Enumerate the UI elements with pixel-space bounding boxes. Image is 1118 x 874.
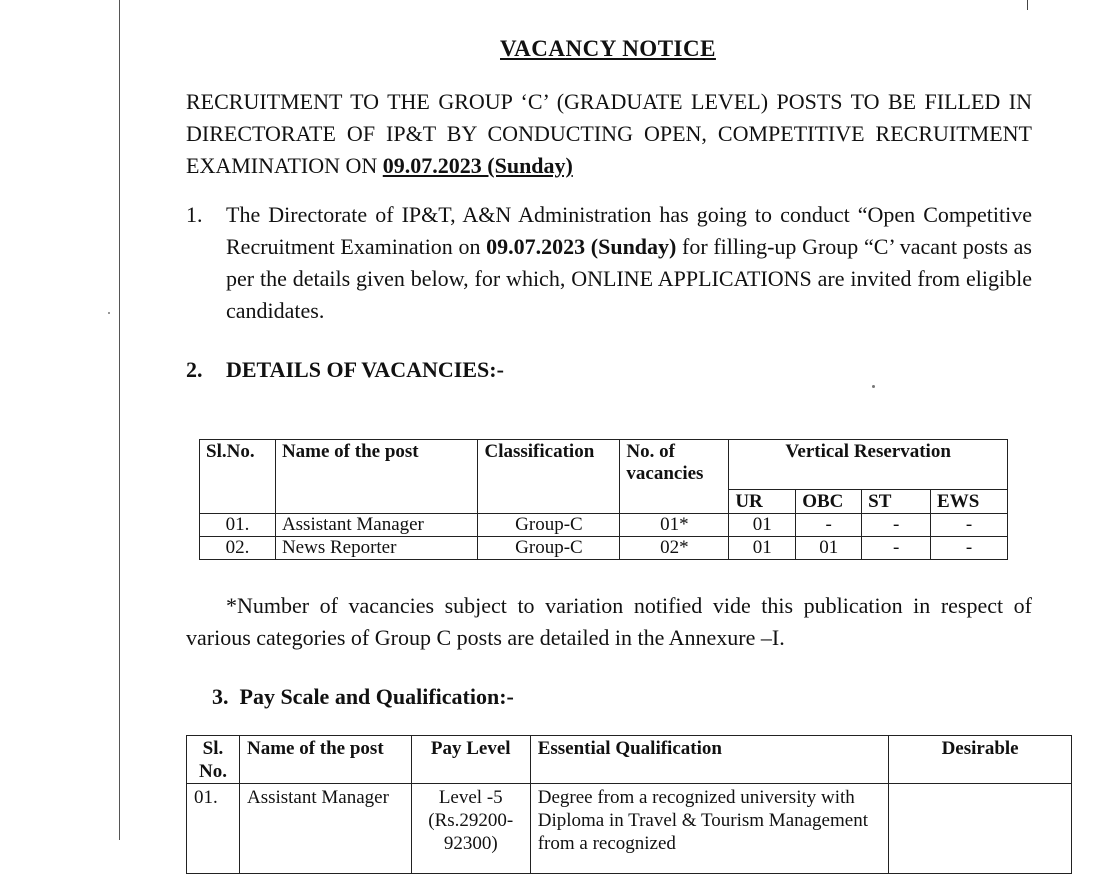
table-row	[200, 537, 1008, 560]
column-header: Desirable	[889, 736, 1072, 784]
table-cell: 01*	[620, 514, 729, 537]
table-row	[187, 784, 1072, 874]
table-cell: 01.	[200, 514, 276, 537]
section-number: 2.	[186, 357, 203, 382]
column-header: Sl.No.	[200, 440, 276, 514]
table-cell: 01	[796, 537, 862, 560]
left-margin-line	[119, 0, 120, 840]
pay-table	[186, 735, 1072, 874]
column-header: Vertical Reservation	[729, 440, 1008, 490]
table-cell	[889, 784, 1072, 874]
scan-speck	[108, 312, 110, 314]
document-title: VACANCY NOTICE	[500, 36, 716, 61]
table-cell: 01	[729, 537, 796, 560]
table-header-row	[187, 736, 1072, 784]
column-header: UR	[729, 490, 796, 514]
scan-mark	[1023, 0, 1028, 10]
column-header: No. of vacancies	[620, 440, 729, 514]
paragraph-text: for filling-up Group “C’ vacant posts as per the details given below, for which, ONLINE APPLICATIONS are invited from eligible candidates.	[226, 234, 1032, 323]
table-cell: -	[796, 514, 862, 537]
table-cell: -	[931, 514, 1008, 537]
table-cell: -	[862, 514, 931, 537]
intro-text: RECRUITMENT TO THE GROUP ‘C’ (GRADUATE LEVEL) POSTS TO BE FILLED IN DIRECTORATE OF IP&T BY CONDUCTING OPEN, COMPETITIVE RECRUITMENT EXAMINATION ON	[186, 89, 1032, 178]
table-header-row	[200, 440, 1008, 490]
table-cell: Assistant Manager	[239, 784, 411, 874]
column-header: OBC	[796, 490, 862, 514]
paragraph-date: 09.07.2023 (Sunday)	[486, 234, 677, 259]
table-cell: Assistant Manager	[275, 514, 478, 537]
intro-paragraph	[186, 86, 1032, 182]
column-header: Sl. No.	[187, 736, 240, 784]
table-cell: 01	[729, 514, 796, 537]
table-cell: 02.	[200, 537, 276, 560]
section-heading-vacancies	[186, 357, 504, 383]
column-header: ST	[862, 490, 931, 514]
table-cell: -	[931, 537, 1008, 560]
vacancy-table	[199, 439, 1008, 560]
paragraph-body	[226, 199, 1032, 327]
exam-date: 09.07.2023 (Sunday)	[382, 153, 573, 178]
paragraph-text: The Directorate of IP&T, A&N Administration has going to conduct “Open Competitive Recruitment Examination on	[226, 202, 1032, 259]
column-header: Name of the post	[239, 736, 411, 784]
table-cell: Degree from a recognized university with Diploma in Travel & Tourism Management from a recognized	[530, 784, 888, 874]
section-title: DETAILS OF VACANCIES:-	[226, 357, 504, 382]
section-title: Pay Scale and Qualification:-	[239, 684, 514, 709]
column-header: Essential Qualification	[530, 736, 888, 784]
paragraph-1	[186, 199, 1032, 327]
table-cell: 02*	[620, 537, 729, 560]
column-header: Name of the post	[275, 440, 478, 514]
paragraph-number: 1.	[186, 202, 203, 227]
table-cell: Level -5 (Rs.29200-92300)	[411, 784, 530, 874]
scan-speck	[872, 385, 875, 388]
section-number: 3.	[212, 684, 229, 709]
table-cell: Group-C	[478, 537, 620, 560]
vacancy-note: *Number of vacancies subject to variation notified vide this publication in respect of various categories of Group C posts are detailed in the Annexure –I.	[186, 593, 1032, 650]
column-header: EWS	[931, 490, 1008, 514]
table-cell: News Reporter	[275, 537, 478, 560]
column-header: Pay Level	[411, 736, 530, 784]
table-cell: -	[862, 537, 931, 560]
table-cell: Group-C	[478, 514, 620, 537]
table-cell: 01.	[187, 784, 240, 874]
column-header: Classification	[478, 440, 620, 514]
section-heading-pay	[212, 684, 514, 710]
table-row	[200, 514, 1008, 537]
